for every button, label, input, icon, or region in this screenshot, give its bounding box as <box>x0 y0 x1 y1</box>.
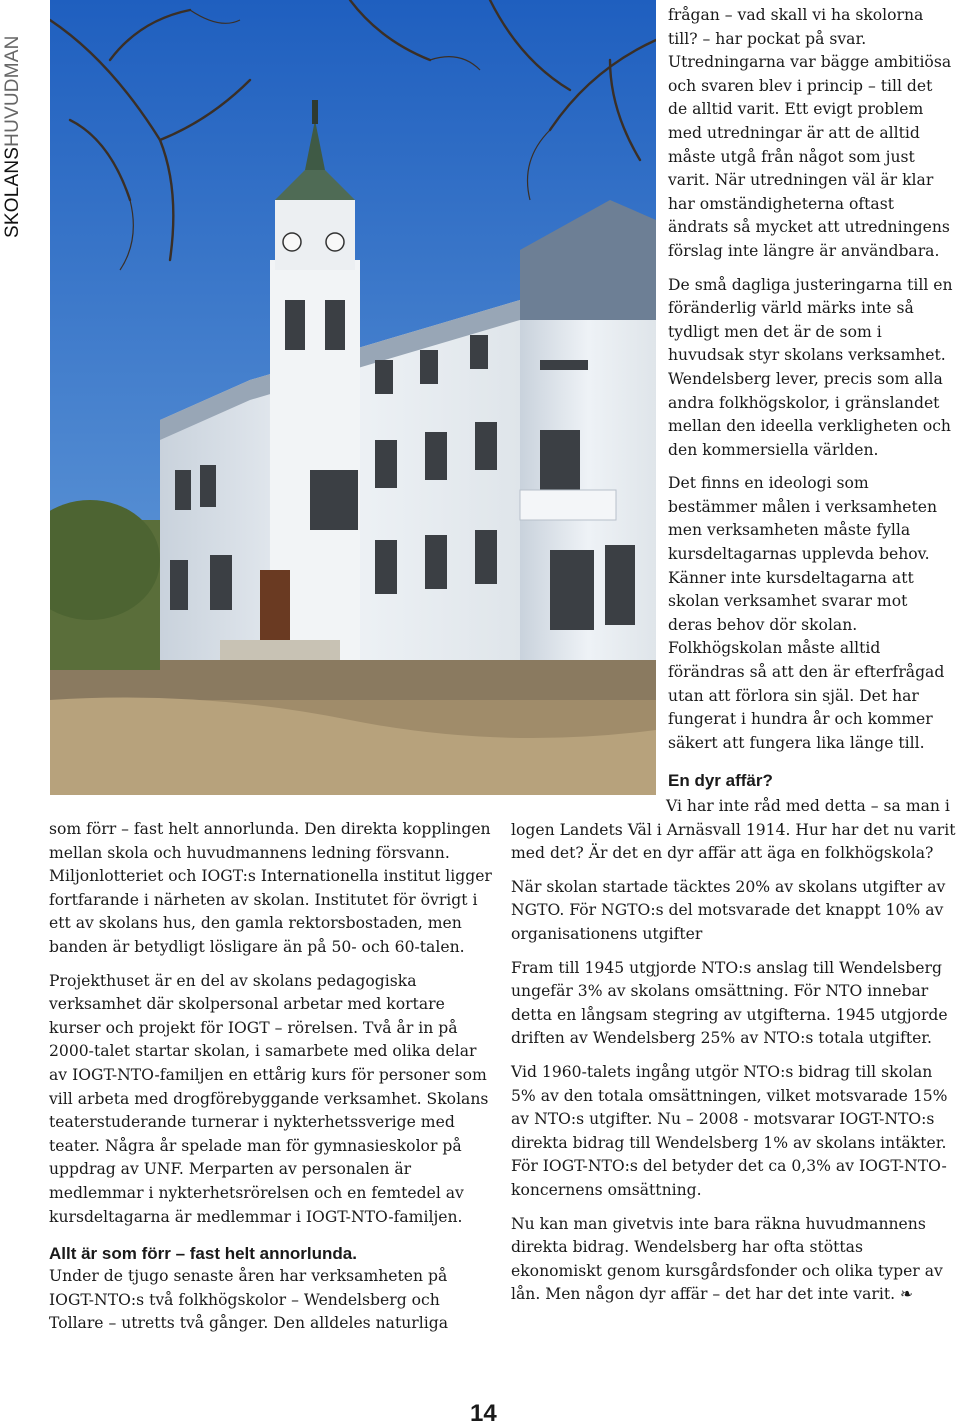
left-heading: Allt är som förr – fast helt annorlunda. <box>49 1244 357 1264</box>
right-column-bottom <box>511 795 958 1317</box>
right-top-paragraph-2: De små dagliga justeringarna till en föränderlig värld märks inte så tydligt men det är de som i huvudsak styr skolans verksamhet. Wendelsberg lever, precis som alla andra folkhögskolor, i gränslandet mellan den ideella verkligheten och den kommersiella världen. <box>668 275 953 459</box>
right-top-paragraph-3: Det finns en ideologi som bestämmer målen i verksamheten men verksamheten måste fylla kursdeltagarnas upplevda behov. Känner inte kursdeltagarna att skolan verksamhet svarar mot deras behov dör skolan. Folkhögskolan måste alltid förändras så att den är efterfrågad utan att förlora sin själ. Det har fungerat i hundra år och kommer säkert att fungera lika länge till. <box>668 474 945 752</box>
section-label-part1: SKOLANS <box>2 146 23 238</box>
left-paragraph-1: som förr – fast helt annorlunda. Den direkta kopplingen mellan skola och huvudmannens ledning försvann. Miljonlotteriet och IOGT:s Internationella institut ligger fortfarande i närheten av skolan. Institutet för övrigt i ett av skolans hus, den gamla rektorsbostaden, men banden är betydligt lösligare än på 50- och 60-talen. <box>49 820 492 956</box>
right-bottom-paragraph-4: Vid 1960-talets ingång utgör NTO:s bidrag till skolan 5% av den totala omsättningen, vilket motsvarade 15% av NTO:s utgifter. Nu – 2008 - motsvarar IOGT-NTO:s direkta bidrag till Wendelsberg 1% av skolans intäkter. För IOGT-NTO:s del betyder det ca 0,3% av IOGT-NTO-koncernens omsättning. <box>511 1062 948 1199</box>
right-bottom-paragraph-3: Fram till 1945 utgjorde NTO:s anslag till Wendelsberg ungefär 3% av skolans omsättning. För NTO innebar detta en långsam stegring av utgifterna. 1945 utgjorde driften av Wendelsberg 25% av NTO:s totala utgifter. <box>511 958 948 1048</box>
left-column <box>49 818 493 1346</box>
left-paragraph-3: Under de tjugo senaste åren har verksamheten på IOGT-NTO:s två folkhögskolor – Wendelsberg och Tollare – utretts två gånger. Den alldeles naturliga <box>49 1267 448 1333</box>
right-top-paragraph-1: frågan – vad skall vi ha skolorna till? – har pockat på svar. Utredningarna var bägge ambitiösa och svaren blev i princip – till det de alltid varit. Ett evigt problem med utredningar är att de alltid måste utgå från något som just varit. När utredningen väl är klar har omständigheterna oftast ändrats så mycket att utredningens förslag inte längre är användbara. <box>668 6 952 260</box>
right-heading: En dyr affär? <box>668 771 773 790</box>
page-number: 14 <box>470 1400 497 1427</box>
right-bottom-paragraph-5: Nu kan man givetvis inte bara räkna huvudmannens direkta bidrag. Wendelsberg har ofta stöttas ekonomiskt genom kursgårdsfonder och olika typer av lån. Men någon dyr affär – det har det inte varit. <box>511 1214 943 1304</box>
right-bottom-paragraph-1: Vi har inte råd med detta – sa man i logen Landets Väl i Arnäsvall 1914. Hur har det nu varit med det? Är det en dyr affär att äga en folkhögskola? <box>511 797 956 863</box>
section-label-part2: HUVUDMAN <box>2 35 23 147</box>
end-mark-icon: ❧ <box>900 1285 914 1304</box>
right-bottom-paragraph-2: När skolan startade täcktes 20% av skolans utgifter av NGTO. För NGTO:s del motsvarade det knappt 10% av organisationens utgifter <box>511 877 946 943</box>
left-paragraph-2: Projekthuset är en del av skolans pedagogiska verksamhet där skolpersonal arbetar med kortare kurser och projekt för IOGT – rörelsen. Två år in på 2000-talet startar skolan, i samarbete med olika delar av IOGT-NTO-familjen en ettårig kurs för personer som vill arbeta med drogförebyggande verksamhet. Skolans teaterstuderande turnerar i nykterhetssverige med teater. Några år spelade man för gymnasieskolor på uppdrag av UNF. Merparten av personalen är medlemmar i nykterhetsrörelsen och en femtedel av kursdeltagarna är medlemmar i IOGT-NTO-familjen. <box>49 971 489 1226</box>
section-label <box>0 0 24 240</box>
building-photo <box>50 0 656 795</box>
right-column-top <box>668 4 956 765</box>
